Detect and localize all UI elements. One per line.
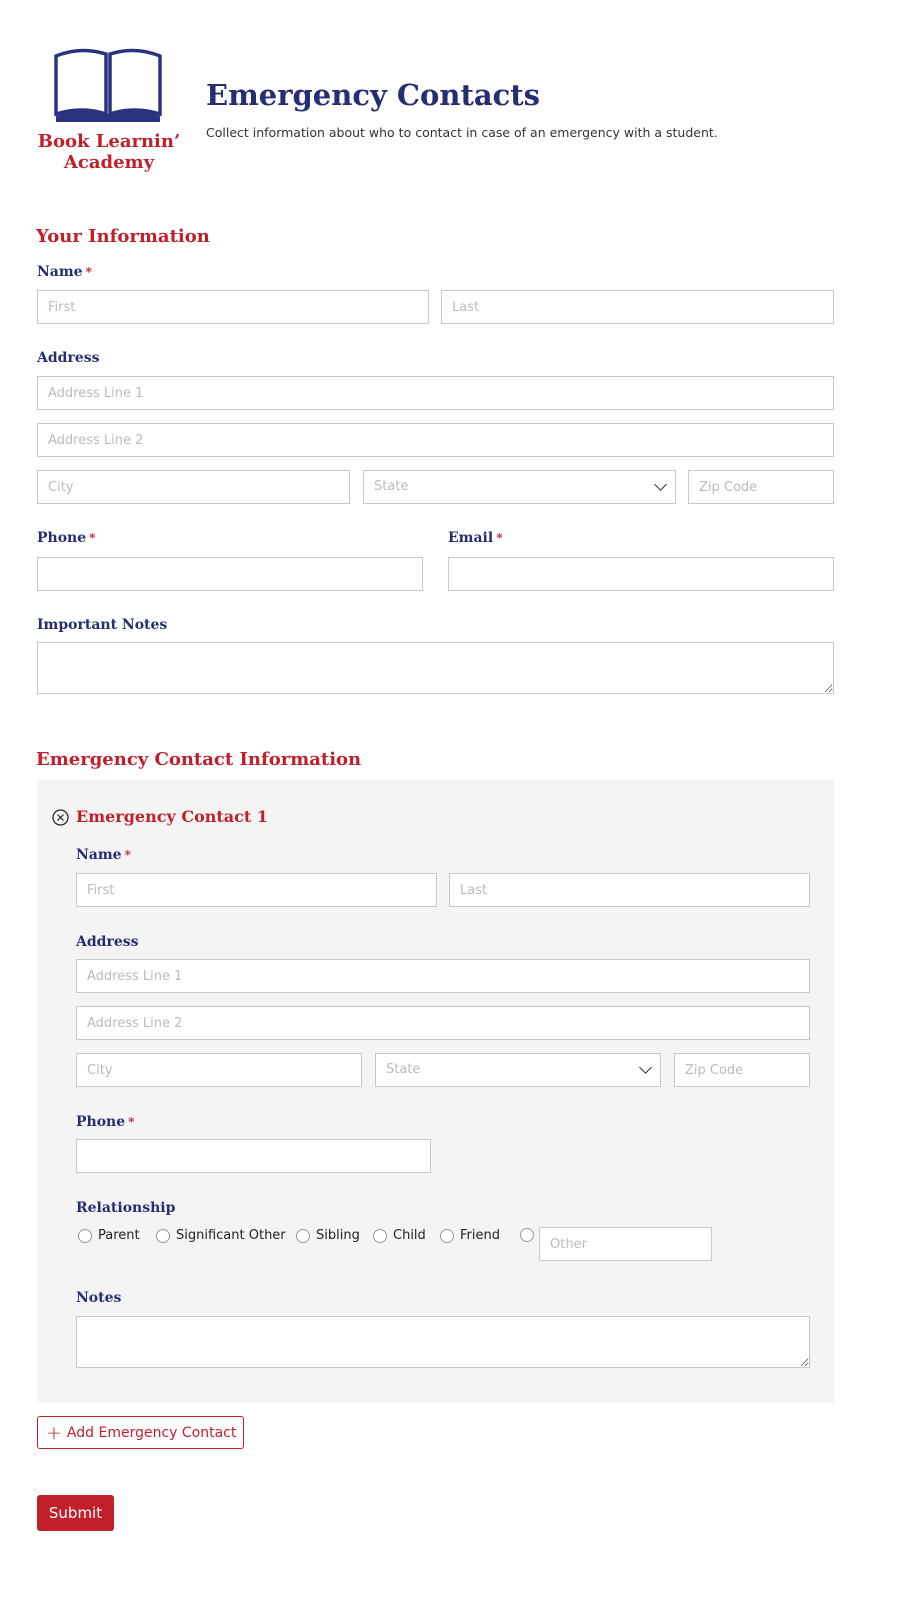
contact-notes-label: Notes (76, 1290, 122, 1306)
radio-parent[interactable] (78, 1228, 140, 1243)
page-title: Emergency Contacts (206, 78, 541, 112)
chevron-down-icon (654, 478, 667, 491)
remove-circle-icon[interactable] (52, 809, 69, 826)
radio-circle[interactable] (440, 1229, 454, 1243)
submit-button[interactable]: Submit (37, 1495, 114, 1531)
contact-first-name-input[interactable] (76, 873, 437, 907)
last-name-input[interactable] (441, 290, 834, 324)
email-input[interactable] (448, 557, 834, 591)
contact-title: Emergency Contact 1 (76, 807, 268, 826)
logo-text: Academy (63, 152, 155, 173)
radio-circle[interactable] (296, 1229, 310, 1243)
important-notes-textarea[interactable] (37, 642, 834, 694)
radio-circle[interactable] (373, 1229, 387, 1243)
contact-name-label: Name * (76, 847, 131, 863)
relationship-label: Relationship (76, 1200, 176, 1216)
other-relationship-input[interactable] (539, 1227, 712, 1261)
section-heading-emergency: Emergency Contact Information (36, 749, 362, 770)
radio-sibling[interactable] (296, 1228, 360, 1243)
contact-phone-input[interactable] (76, 1139, 431, 1173)
radio-label: Friend (460, 1228, 500, 1243)
add-contact-label: Add Emergency Contact (66, 1424, 237, 1441)
contact-notes-textarea[interactable] (76, 1316, 810, 1368)
logo-text: Book Learnin’ (37, 131, 181, 152)
contact-address-label: Address (76, 934, 139, 950)
email-label: Email * (448, 530, 503, 546)
radio-label: Sibling (316, 1228, 360, 1243)
book-icon (52, 44, 164, 124)
radio-label: Parent (98, 1228, 140, 1243)
address-line1-input[interactable] (37, 376, 834, 410)
chevron-down-icon (639, 1061, 652, 1074)
phone-input[interactable] (37, 557, 423, 591)
city-input[interactable] (37, 470, 350, 504)
add-emergency-contact-button[interactable] (37, 1416, 244, 1449)
contact-last-name-input[interactable] (449, 873, 810, 907)
radio-circle[interactable] (156, 1229, 170, 1243)
radio-circle[interactable] (520, 1228, 534, 1242)
state-placeholder: State (386, 1062, 421, 1077)
address-line2-input[interactable] (37, 423, 834, 457)
radio-child[interactable] (373, 1228, 426, 1243)
contact-address-line2-input[interactable] (76, 1006, 810, 1040)
section-heading-your-info: Your Information (36, 226, 210, 247)
radio-label: Significant Other (176, 1228, 286, 1243)
phone-label: Phone * (37, 530, 96, 546)
first-name-input[interactable] (37, 290, 429, 324)
radio-other[interactable] (520, 1228, 540, 1242)
zip-input[interactable] (688, 470, 834, 504)
name-label: Name * (37, 264, 92, 280)
important-notes-label: Important Notes (37, 617, 168, 633)
contact-address-line1-input[interactable] (76, 959, 810, 993)
contact-zip-input[interactable] (674, 1053, 810, 1087)
address-label: Address (37, 350, 100, 366)
radio-friend[interactable] (440, 1228, 500, 1243)
page-subtitle: Collect information about who to contact in case of an emergency with a student. (206, 125, 718, 140)
contact-state-select[interactable] (375, 1053, 661, 1087)
radio-label: Child (393, 1228, 426, 1243)
state-placeholder: State (374, 479, 409, 494)
contact-phone-label: Phone * (76, 1114, 135, 1130)
radio-circle[interactable] (78, 1229, 92, 1243)
state-select[interactable] (363, 470, 676, 504)
radio-significant-other[interactable] (156, 1228, 286, 1243)
plus-icon: + (46, 1421, 62, 1444)
contact-city-input[interactable] (76, 1053, 362, 1087)
